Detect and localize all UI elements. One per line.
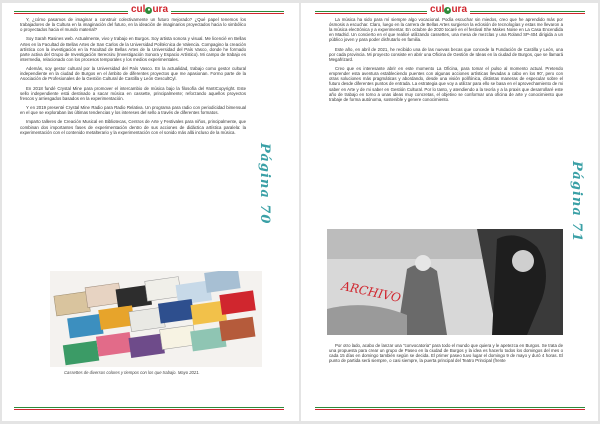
photo-overlay-text: ARCHIVO: [340, 278, 403, 306]
right-body-text-bottom: [329, 343, 563, 368]
paragraph: Y, ¿cómo pasamos de imaginar a construir colectivamente un futuro mejorado? ¿Qué papel tenemos los trabajadores de la Cultura en la imaginación del futuro, en la ideación de imaginarios proyectados hacia lo simbólico o proyectados hacia el mundo material?: [20, 17, 246, 33]
photo-caption: Cassettes de diversos colores y tiempos con los que trabajo. Mayo 2021.: [64, 370, 200, 375]
left-page: [2, 3, 299, 421]
left-body-text: [20, 17, 246, 139]
paragraph: Creo que es interesante abrir en este momento La Oficina, para tomar el pulso al momento actual. Pretendo emprender esta aventura estableciendo puentes con algunas acciones artísticas llevadas a cabo en los 90', pero con otras soluciones más pragmáticas y abordando, desde una visión polifónica, distintas maneras de especular sobre el futuro desde diferentes puntos de entrada. La estrategia que voy a utilizar para ello se basa en el aprovechamiento de mi saber en Arte y de mi saber en Gestión Cultural. Por lo tanto, y atendiendo a la teoría y a la praxis que desarrollaré este año de trabajo en torno a unas ideas muy concretas, el objetivo se conformar una oficina de arte y conocimiento que trabaje de forma autónoma, sostenible y genere conocimiento.: [329, 66, 563, 102]
page-number-70: Página 70: [257, 143, 272, 225]
right-page: [301, 3, 598, 421]
paragraph: Por otro lado, acabo de lanzar una "convocatoria" para todo el mundo que quiera y le apetezca en Burgos. Se trata de una propuesta para crear un grupo de Paseo en la ciudad de Burgos y la idea es hacerlo todos los domingos del mes o cada 15 días en domingo también según se decida. El primer paseo tuvo lugar el domingo 9 de mayo y duró 4 horas. El punto de partida será siempre, o casi siempre, la puerta principal del Teatro Principal (frente: [329, 343, 563, 364]
bottom-green-rule: [14, 407, 284, 408]
portrait-photo: [327, 229, 563, 335]
bottom-green-rule: [315, 407, 585, 408]
paragraph: Imparto talleres de Creación Musical en Bibliotecas, Centros de Arte y Festivales para niños, principalmente, que combinan dos importantes fases de experimentación dentro de sus acciones de didáctica artística paralela: la experimentación con el contenido metalterario y la experimentación con el sonido más allá incluso de la música.: [20, 119, 246, 135]
cultura-logo: cul ● ura: [128, 4, 171, 15]
bottom-red-rule: [14, 409, 284, 410]
paragraph: Este año, en abril de 2021, he recibido una de las nuevas becas que concede la Fundación de Castilla y León, una por cada provincia. Mi proyecto consiste en abrir una Oficina de Gestión de Ideas en la ciudad de Burgos, que se llamará Megafrizard.: [329, 46, 563, 62]
paragraph: Además, soy gestor cultural por la Universidad del País Vasco. En la actualidad, trabajo como gestor cultural independiente en la ciudad de Burgos en el ámbito de diferentes proyectos que me apasionan. Formo parte de la Asociación de Profesionales de la Gestión Cultural de Castilla y León GescultCyl.: [20, 66, 246, 82]
paragraph: La música ha sido para mí siempre algo vocacional. Podía escuchar sin miedos, creo que he aprendido más por ósmosis a escuchar. Claro, luego en la carrera de Bellas Artes surgieron la eclosión de tecnologías y estas me llevaron a la música electrónica y a experimentar. En octubre de 2020 tocaré en el festival She Makes Noise en La Casa Encendida en Madrid. Un concierto en el que realicé utilizando cassettes, una mesa de mezclas y una Roland SP-404 dirigida a un público joven y para poder disfrutarlo en familia.: [329, 17, 563, 43]
cultura-logo: cul ● ura: [427, 4, 470, 15]
paragraph: Soy Sarah Rasines web. Actualmente, vivo y trabajo en Burgos. Soy artista sonora y visual. Me licencié en Bellas Artes en la Facultad de Bellas Artes de San Carlos de la Universidad Politécnica de Valencia. Compagino la creación artística con la investigación en la Facultad de Bellas Artes de la Universidad del País Vasco, donde he formado parte activa del Grupo de Investigación Iterecsiru (Investigación Sonora y Espacio Artístico). Mi campo de trabajo es intermedia, relacionado con los procesos temporales y los medios experimentales.: [20, 36, 246, 62]
paragraph: Y en 2019 presenté Crystal Mine Radio para Radio Relativa. Un programa para radio con periodicidad bimensual en el que se exploraban las últimas tendencias y los intereses del sello a través de diferentes formatos.: [20, 105, 246, 116]
right-body-text-top: [329, 17, 563, 106]
paragraph: En 2018 fundé Crystal Mine para promover el intercambio de música bajo la filosofía del #antICopyright. Este sello independiente está destinado a sacar música en cassette, principalmente; reforzando aquellos proyectos frescos y arriesgados basados en la experimentación.: [20, 85, 246, 101]
cassettes-photo: [50, 271, 262, 367]
bottom-red-rule: [315, 409, 585, 410]
page-number-71: Página 71: [569, 161, 584, 243]
